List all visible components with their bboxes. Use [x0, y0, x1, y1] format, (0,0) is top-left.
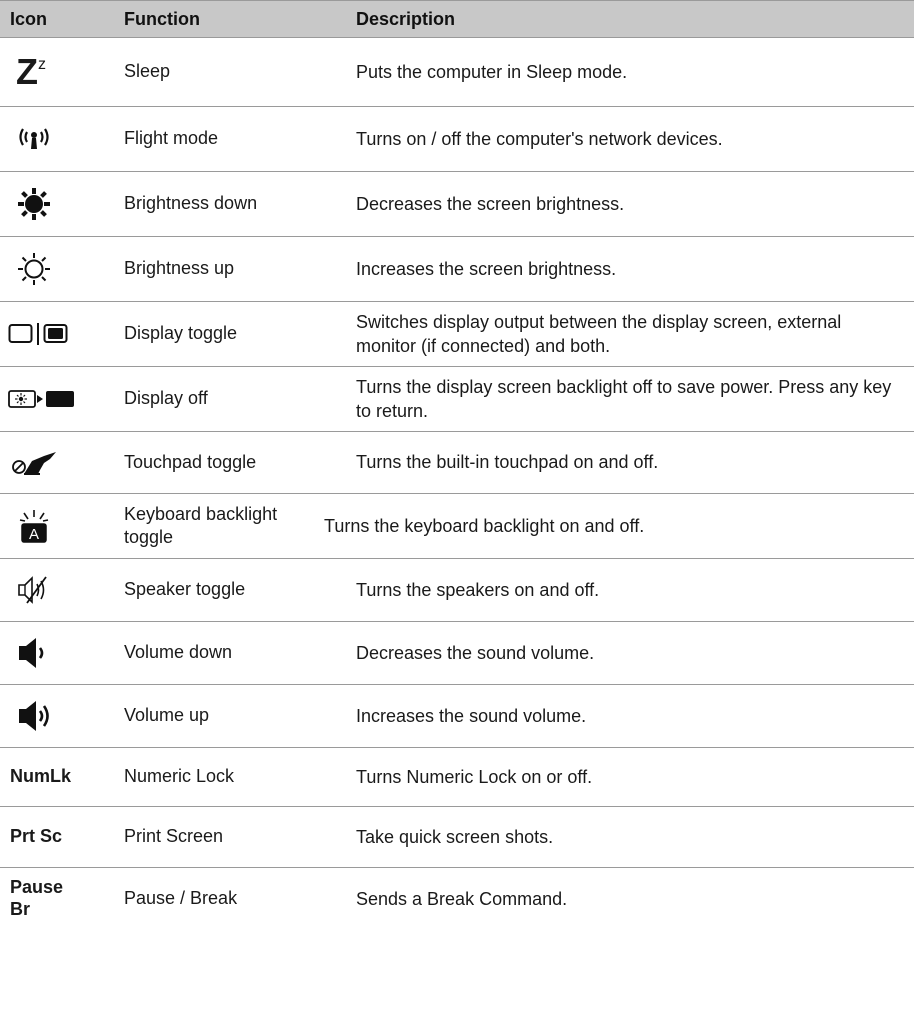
print-screen-key-label: Prt Sc — [10, 826, 63, 847]
description-text: Turns the built-in touchpad on and off. — [356, 452, 659, 473]
description-text: Turns Numeric Lock on or off. — [356, 766, 593, 787]
table-row — [0, 559, 914, 622]
header-icon: Icon — [10, 8, 48, 29]
function-label: Brightness up — [124, 258, 235, 279]
function-label: Speaker toggle — [124, 579, 246, 600]
function-label: Pause / Break — [124, 888, 238, 909]
sleep-icon: $Z^z$ — [16, 51, 46, 92]
table-row — [0, 622, 914, 685]
table-row — [0, 868, 914, 930]
description-text: Puts the computer in Sleep mode. — [356, 61, 628, 82]
function-label: Touchpad toggle — [124, 451, 257, 472]
table-header — [0, 0, 914, 38]
description-text: Increases the screen brightness. — [356, 258, 617, 279]
function-label: Sleep — [124, 61, 171, 82]
svg-text:A: A — [28, 526, 40, 543]
table-row — [0, 367, 914, 432]
table-row — [0, 432, 914, 494]
pause-break-key-label: Pause Br — [10, 877, 64, 919]
table-row — [0, 38, 914, 107]
function-label: Print Screen — [124, 826, 224, 847]
function-label: Volume up — [124, 705, 210, 726]
header-function: Function — [124, 8, 200, 29]
volume-down-icon — [16, 637, 50, 669]
table-row — [0, 494, 914, 559]
table-row — [0, 107, 914, 172]
description-text: Turns on / off the computer's network devices. — [356, 128, 723, 149]
brightness-up-icon — [16, 251, 52, 287]
table-row — [0, 237, 914, 302]
description-text: Decreases the sound volume. — [356, 642, 595, 663]
function-label: Flight mode — [124, 128, 219, 149]
volume-up-icon — [16, 700, 54, 732]
display-off-icon — [8, 388, 76, 410]
table-row — [0, 807, 914, 868]
description-text: Turns the speakers on and off. — [356, 579, 600, 600]
description-text: Turns the display screen backlight off to save power. Press any key to return. — [356, 376, 892, 421]
touchpad-toggle-icon — [10, 450, 58, 476]
function-label: Brightness down — [124, 193, 258, 214]
description-text: Increases the sound volume. — [356, 705, 587, 726]
function-label: Display off — [124, 388, 208, 409]
flight-mode-icon — [16, 125, 52, 153]
description-text: Switches display output between the display screen, external monitor (if connected) and both. — [356, 311, 842, 356]
function-label: Numeric Lock — [124, 766, 235, 787]
function-label: Display toggle — [124, 323, 238, 344]
table-row — [0, 302, 914, 367]
display-toggle-icon — [8, 322, 68, 346]
table-row — [0, 748, 914, 807]
description-text: Take quick screen shots. — [356, 826, 554, 847]
brightness-down-icon — [16, 186, 52, 222]
description-text: Turns the keyboard backlight on and off. — [324, 515, 645, 536]
description-text: Sends a Break Command. — [356, 888, 568, 909]
table-row — [0, 172, 914, 237]
header-description: Description — [356, 8, 456, 29]
function-label: Volume down — [124, 642, 233, 663]
numlock-key-label: NumLk — [10, 766, 72, 787]
description-text: Decreases the screen brightness. — [356, 193, 625, 214]
function-label: Keyboard backlight toggle — [124, 503, 278, 547]
keyboard-backlight-icon — [16, 508, 52, 544]
speaker-toggle-icon — [16, 575, 50, 605]
table-row — [0, 685, 914, 748]
